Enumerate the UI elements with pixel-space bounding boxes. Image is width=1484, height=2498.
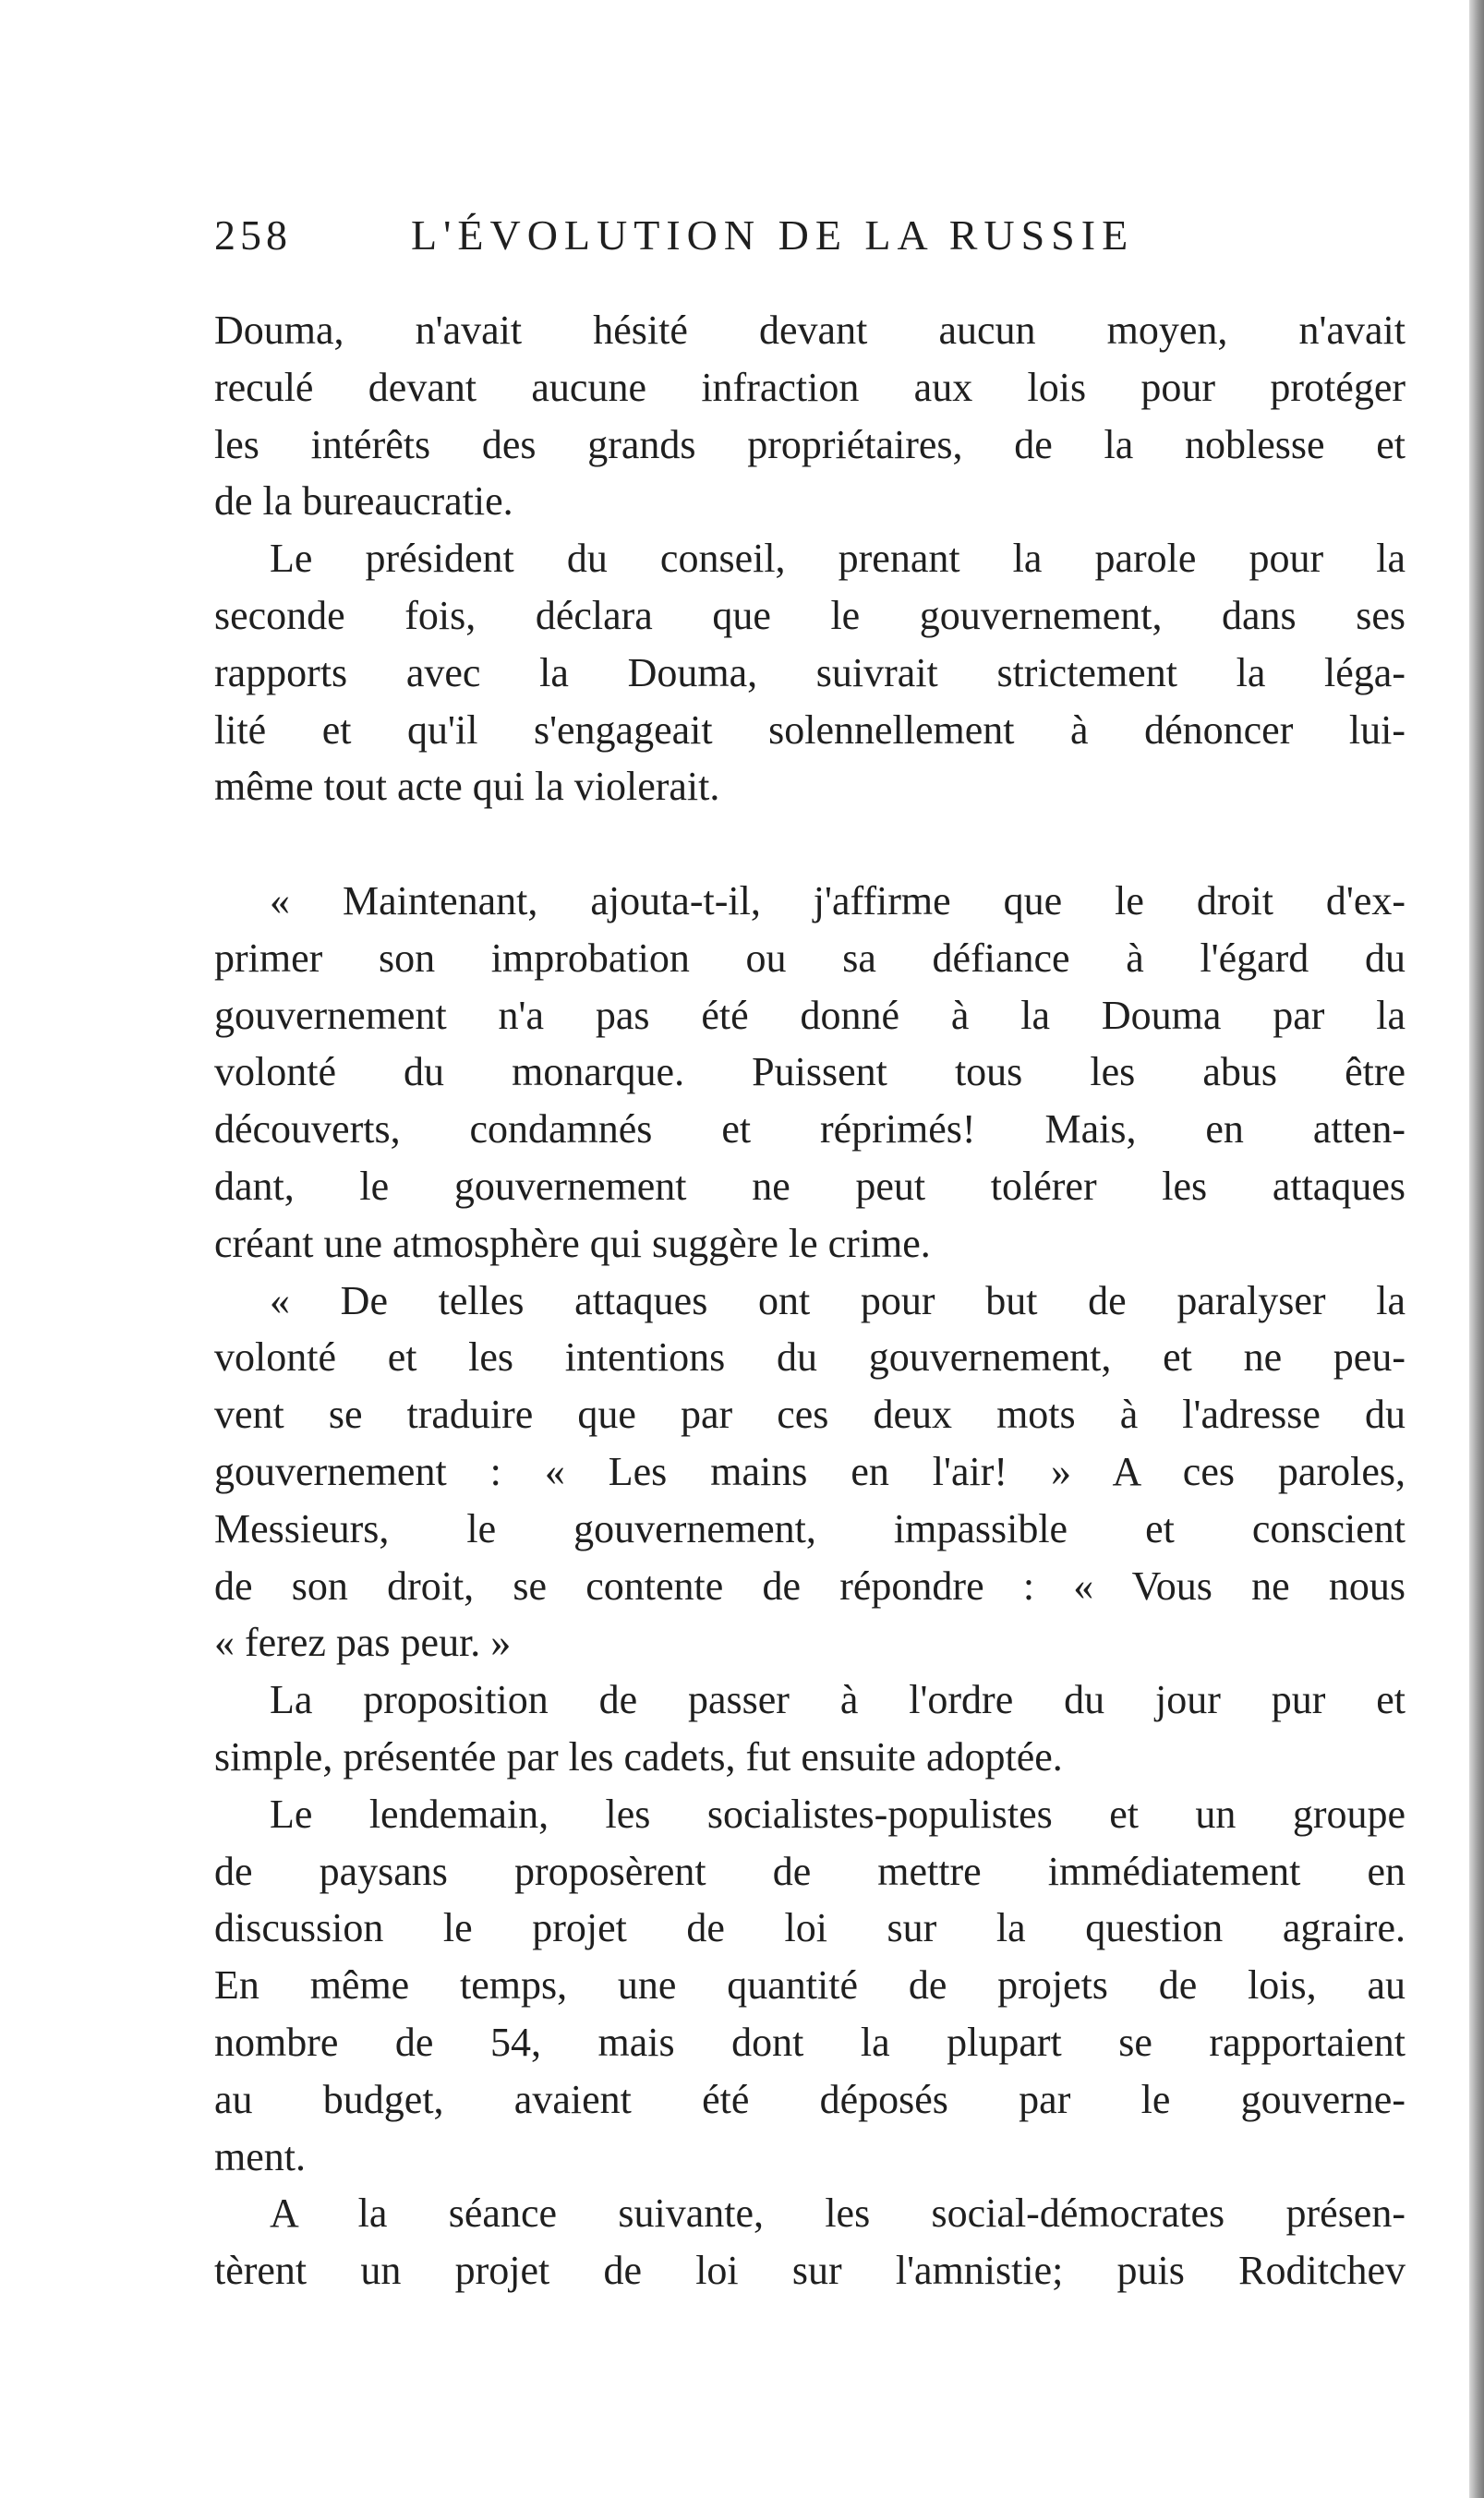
- text-line: vent se traduire que par ces deux mots à l'adresse du: [214, 1392, 1406, 1438]
- text-line: gouvernement n'a pas été donné à la Douma par la: [214, 992, 1406, 1038]
- text-line: simple, présentée par les cadets, fut ensuite adoptée.: [214, 1733, 1063, 1780]
- text-line: reculé devant aucune infraction aux lois pour protéger: [214, 364, 1406, 410]
- text-line: primer son improbation ou sa défiance à l'égard du: [214, 935, 1406, 981]
- text-line: Le président du conseil, prenant la parole pour la: [270, 536, 1406, 582]
- text-line: Messieurs, le gouvernement, impassible et conscient: [214, 1505, 1406, 1551]
- text-line: les intérêts des grands propriétaires, de la noblesse et: [214, 421, 1406, 467]
- text-line: gouvernement : « Les mains en l'air! » A ces paroles,: [214, 1448, 1406, 1494]
- text-line: découverts, condamnés et réprimés! Mais, en atten-: [214, 1106, 1406, 1152]
- text-line: même tout acte qui la violerait.: [214, 764, 720, 810]
- text-line: Douma, n'avait hésité devant aucun moyen, n'avait: [214, 308, 1406, 353]
- page-edge-shadow: [1469, 0, 1484, 2498]
- text-line: lité et qu'il s'engageait solennellement à dénoncer lui-: [214, 706, 1406, 753]
- text-line: dant, le gouvernement ne peut tolérer les attaques: [214, 1163, 1406, 1209]
- text-line: nombre de 54, mais dont la plupart se rapportaient: [214, 2019, 1406, 2065]
- text-line: de la bureaucratie.: [214, 478, 513, 525]
- text-line: A la séance suivante, les social-démocrates présen-: [270, 2190, 1406, 2237]
- text-line: créant une atmosphère qui suggère le crime.: [214, 1220, 931, 1266]
- text-line: En même temps, une quantité de projets de lois, au: [214, 1962, 1406, 2009]
- text-line: tèrent un projet de loi sur l'amnistie; puis Roditchev: [214, 2248, 1406, 2294]
- text-line: volonté et les intentions du gouvernement, et ne peu-: [214, 1334, 1406, 1381]
- text-line: de paysans proposèrent de mettre immédiatement en: [214, 1848, 1406, 1894]
- text-line: « Maintenant, ajouta-t-il, j'affirme que le droit d'ex-: [270, 877, 1406, 923]
- page-header: [214, 211, 1406, 266]
- text-line: ment.: [214, 2133, 306, 2179]
- body-text: [214, 302, 1406, 2299]
- paragraph-gap: [214, 815, 1406, 873]
- running-title: L'ÉVOLUTION DE LA RUSSIE: [411, 211, 1135, 259]
- text-line: Le lendemain, les socialistes-populistes et un groupe: [270, 1791, 1406, 1837]
- text-line: au budget, avaient été déposés par le gouverne-: [214, 2076, 1406, 2122]
- page-number: 258: [214, 211, 292, 259]
- text-line: La proposition de passer à l'ordre du jour pur et: [270, 1677, 1406, 1723]
- text-line: seconde fois, déclara que le gouvernement, dans ses: [214, 592, 1406, 638]
- text-line: volonté du monarque. Puissent tous les abus être: [214, 1049, 1406, 1095]
- text-line: rapports avec la Douma, suivrait strictement la léga-: [214, 649, 1406, 695]
- text-line: « ferez pas peur. »: [214, 1620, 512, 1666]
- text-line: de son droit, se contente de répondre : « Vous ne nous: [214, 1563, 1406, 1609]
- text-line: « De telles attaques ont pour but de paralyser la: [270, 1277, 1406, 1323]
- text-line: discussion le projet de loi sur la question agraire.: [214, 1905, 1406, 1951]
